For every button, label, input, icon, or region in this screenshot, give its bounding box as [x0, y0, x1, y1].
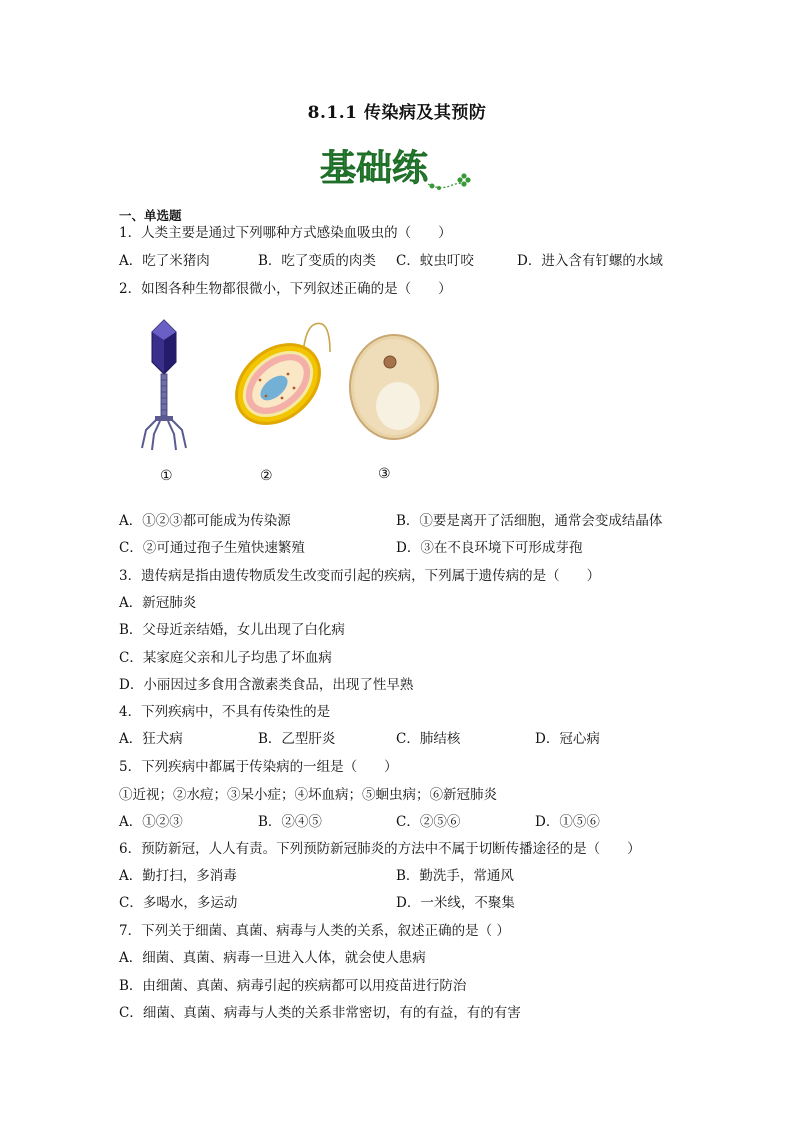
bacteriophage-figure — [136, 318, 192, 454]
badge-text: 基础练 — [320, 148, 429, 189]
q3-option-c[interactable]: C．某家庭父亲和儿子均患了坏血病 — [119, 650, 332, 666]
q4-option-b[interactable]: B．乙型肝炎 — [258, 731, 336, 747]
q6-option-b[interactable]: B．勤洗手，常通风 — [396, 868, 514, 884]
q7-option-c[interactable]: C．细菌、真菌、病毒与人类的关系非常密切，有的有益，有的有害 — [119, 1005, 521, 1021]
q5-option-b[interactable]: B．②④⑤ — [258, 814, 322, 830]
yeast-cell-figure — [346, 332, 442, 442]
q1-option-d[interactable]: D．进入含有钉螺的水域 — [517, 253, 663, 269]
q3-option-d[interactable]: D．小丽因过多食用含激素类食品，出现了性早熟 — [119, 677, 414, 693]
q3-option-a[interactable]: A．新冠肺炎 — [119, 595, 197, 611]
page-title: 8.1.1 传染病及其预防 — [307, 103, 487, 123]
q5-stem: 5．下列疾病中都属于传染病的一组是（ ） — [119, 759, 398, 775]
q2-option-d[interactable]: D．③在不良环境下可形成芽孢 — [396, 540, 583, 556]
q2-stem: 2．如图各种生物都很微小，下列叙述正确的是（ ） — [119, 281, 452, 297]
q4-option-c[interactable]: C．肺结核 — [396, 731, 461, 747]
q2-option-c[interactable]: C．②可通过孢子生殖快速繁殖 — [119, 540, 305, 556]
q7-option-a[interactable]: A．细菌、真菌、病毒一旦进入人体，就会使人患病 — [119, 950, 426, 966]
q7-stem: 7．下列关于细菌、真菌、病毒与人类的关系，叙述正确的是（ ） — [119, 923, 510, 939]
q7-option-b[interactable]: B．由细菌、真菌、病毒引起的疾病都可以用疫苗进行防治 — [119, 978, 467, 994]
q4-stem: 4．下列疾病中，不具有传染性的是 — [119, 704, 331, 720]
q2-option-a[interactable]: A．①②③都可能成为传染源 — [119, 513, 291, 529]
basic-practice-badge — [318, 140, 478, 198]
q1-stem: 1．人类主要是通过下列哪种方式感染血吸虫的（ ） — [119, 225, 452, 241]
figure-label-1: ① — [160, 468, 173, 484]
q4-option-a[interactable]: A．狂犬病 — [119, 731, 183, 747]
q5-option-c[interactable]: C．②⑤⑥ — [396, 814, 461, 830]
q1-option-b[interactable]: B．吃了变质的肉类 — [258, 253, 376, 269]
figure-label-3: ③ — [378, 466, 391, 482]
q3-option-b[interactable]: B．父母近亲结婚，女儿出现了白化病 — [119, 622, 345, 638]
q5-disease-list: ①近视；②水痘；③呆小症；④坏血病；⑤蛔虫病；⑥新冠肺炎 — [119, 787, 497, 803]
figure-label-2: ② — [260, 468, 273, 484]
q6-option-c[interactable]: C．多喝水，多运动 — [119, 895, 238, 911]
bacterium-figure — [226, 318, 346, 438]
q6-option-d[interactable]: D．一米线，不聚集 — [396, 895, 515, 911]
flower-icon — [457, 173, 470, 186]
q5-option-d[interactable]: D．①⑤⑥ — [535, 814, 600, 830]
q5-option-a[interactable]: A．①②③ — [119, 814, 183, 830]
q3-stem: 3．遗传病是指由遗传物质发生改变而引起的疾病，下列属于遗传病的是（ ） — [119, 568, 601, 584]
q4-option-d[interactable]: D．冠心病 — [535, 731, 600, 747]
q6-option-a[interactable]: A．勤打扫，多消毒 — [119, 868, 237, 884]
section-heading: 一、单选题 — [119, 208, 182, 223]
q1-option-c[interactable]: C．蚊虫叮咬 — [396, 253, 474, 269]
q2-option-b[interactable]: B．①要是离开了活细胞，通常会变成结晶体 — [396, 513, 663, 529]
q1-option-a[interactable]: A．吃了米猪肉 — [119, 253, 210, 269]
q6-stem: 6．预防新冠，人人有责。下列预防新冠肺炎的方法中不属于切断传播途径的是（ ） — [119, 841, 641, 857]
